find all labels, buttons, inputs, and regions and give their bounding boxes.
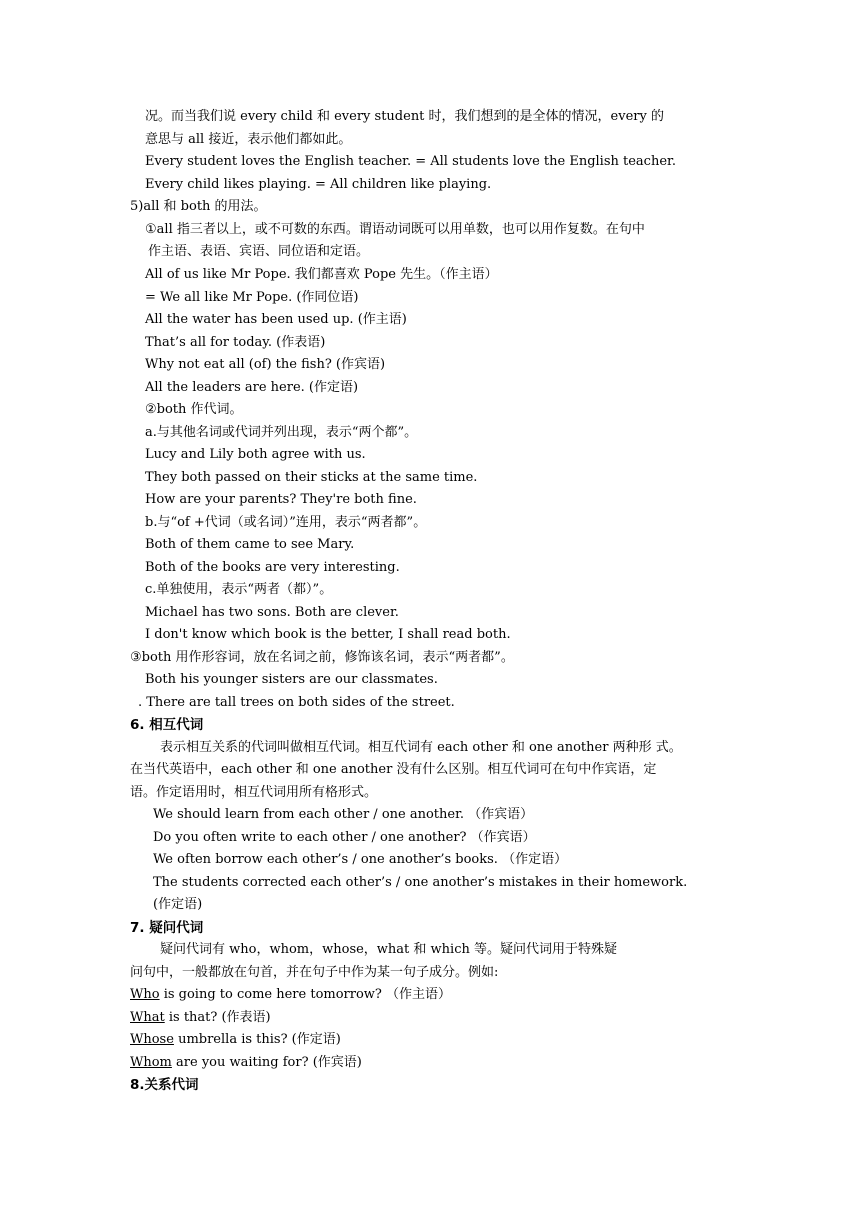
example-sentence: How are your parents? They're both fine. [145, 492, 417, 507]
text-line: 在当代英语中，each other 和 one another 没有什么区别。相互代词可在句中作宾语，定 [130, 762, 657, 777]
question-word: Whom [130, 1055, 172, 1070]
question-word: What [130, 1010, 165, 1025]
text-line: 疑问代词有 who，whom，whose，what 和 which 等。疑问代词用于特殊疑 [160, 942, 617, 957]
question-word: Who [130, 987, 160, 1002]
text-line: b.与“of +代词（或名词）”连用，表示“两者都”。 [145, 515, 427, 530]
section-heading: 6. 相互代词 [130, 717, 204, 733]
example-sentence: We should learn from each other / one another. （作宾语） [153, 807, 534, 822]
example-rest: are you waiting for? (作宾语) [171, 1055, 362, 1070]
example-sentence: We often borrow each other’s / one another’s books. （作定语） [153, 852, 568, 867]
example-sentence: Both of the books are very interesting. [145, 560, 400, 575]
example-sentence: . There are tall trees on both sides of the street. [138, 695, 455, 710]
example-sentence: Every student loves the English teacher. = All students love the English teacher. [145, 154, 676, 169]
example-sentence [130, 986, 451, 1004]
question-word: Whose [130, 1032, 174, 1047]
example-rest: is going to come here tomorrow? （作主语） [159, 987, 452, 1002]
text-line: ③both 用作形容词，放在名词之前，修饰该名词，表示“两者都”。 [130, 650, 514, 665]
text-line: 语。作定语用时，相互代词用所有格形式。 [130, 785, 378, 800]
example-sentence: All of us like Mr Pope. 我们都喜欢 Pope 先生。（作主语） [145, 267, 498, 282]
example-sentence: The students corrected each other’s / one another’s mistakes in their homework. [153, 875, 688, 890]
example-sentence: Both of them came to see Mary. [145, 537, 355, 552]
example-sentence: Michael has two sons. Both are clever. [145, 605, 399, 620]
example-sentence: All the water has been used up. (作主语) [145, 312, 407, 327]
example-rest: umbrella is this? (作定语) [173, 1032, 341, 1047]
text-line: ②both 作代词。 [145, 402, 243, 417]
example-sentence: Why not eat all (of) the fish? (作宾语) [145, 357, 386, 372]
example-sentence: I don't know which book is the better, I shall read both. [145, 627, 511, 642]
text-line: (作定语) [153, 897, 203, 912]
text-line: 问句中，一般都放在句首，并在句子中作为某一句子成分。例如: [130, 965, 499, 980]
example-rest: is that? (作表语) [164, 1010, 271, 1025]
example-sentence: Lucy and Lily both agree with us. [145, 447, 366, 462]
text-line: 表示相互关系的代词叫做相互代词。相互代词有 each other 和 one another 两种形 式。 [160, 740, 682, 755]
example-sentence [130, 1009, 271, 1027]
text-line: 况。而当我们说 every child 和 every student 时，我们想到的是全体的情况，every 的 [145, 109, 664, 124]
section-heading: 7. 疑问代词 [130, 920, 204, 936]
example-sentence: Both his younger sisters are our classmates. [145, 672, 438, 687]
example-sentence [130, 1054, 362, 1072]
text-line: 作主语、表语、宾语、同位语和定语。 [148, 244, 370, 259]
example-sentence: They both passed on their sticks at the same time. [145, 470, 478, 485]
example-sentence: = We all like Mr Pope. (作同位语) [145, 290, 359, 305]
example-sentence [130, 1031, 341, 1049]
example-sentence: Every child likes playing. = All children like playing. [145, 177, 492, 192]
text-line: a.与其他名词或代词并列出现，表示“两个都”。 [145, 425, 418, 440]
example-sentence: That’s all for today. (作表语) [145, 335, 326, 350]
subsection-heading: 5)all 和 both 的用法。 [130, 199, 267, 214]
text-line: ①all 指三者以上，或不可数的东西。谓语动词既可以用单数，也可以用作复数。在句中 [145, 222, 645, 237]
example-sentence: All the leaders are here. (作定语) [145, 380, 359, 395]
example-sentence: Do you often write to each other / one another? （作宾语） [153, 830, 536, 845]
section-heading: 8.关系代词 [130, 1077, 199, 1093]
text-line: 意思与 all 接近，表示他们都如此。 [145, 132, 352, 147]
text-line: c.单独使用，表示“两者（都）”。 [145, 582, 333, 597]
